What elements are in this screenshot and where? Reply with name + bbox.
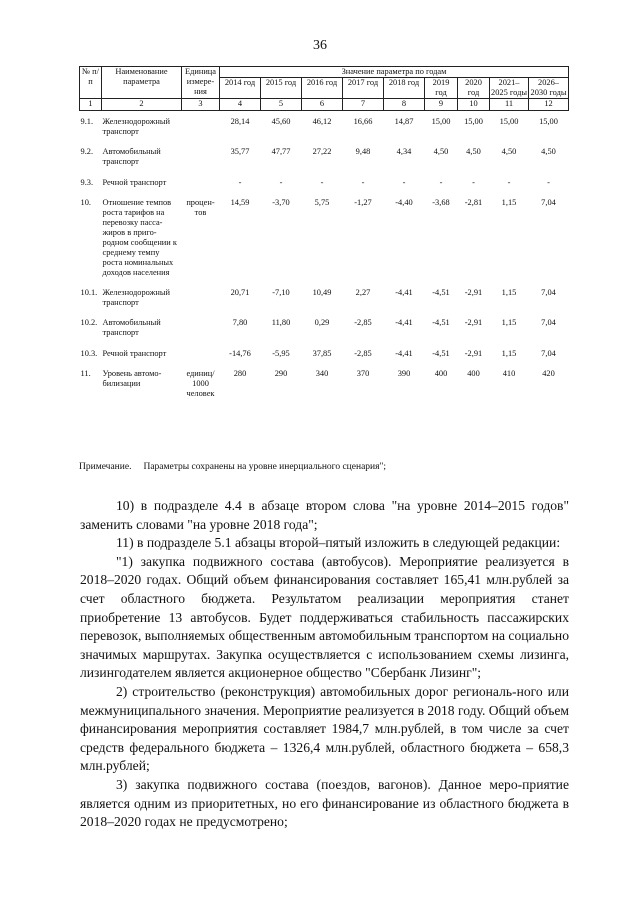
column-number: 4 [220,99,261,111]
body-text [80,497,569,832]
row-value: -4,40 [395,197,413,207]
header-year: 2016 год [302,78,343,99]
row-value: 1,15 [501,318,517,328]
row-unit [182,308,220,338]
header-year: 2021–2025 годы [491,78,527,98]
row-value: -1,27 [354,197,372,207]
row-value: 15,00 [499,117,519,127]
row-value: -2,91 [464,288,483,298]
row-value: 11,80 [271,318,291,328]
row-name: Отношение темпов роста тарифов на перевозку пасса-жиров в приго-родном сообщении к среднему темпу роста номинальных доходов населения [102,197,177,278]
row-value: 7,04 [541,348,556,358]
parameters-table [79,66,569,399]
table-row [80,359,569,399]
row-value: -2,85 [354,348,372,358]
column-number: 2 [102,99,182,111]
row-unit [182,111,220,138]
row-value: 35,77 [230,147,250,157]
paragraph: 11) в подразделе 5.1 абзацы второй–пятый изложить в следующей редакции: [116,535,561,551]
table-row [80,111,569,138]
column-number: 12 [529,99,569,111]
column-number: 3 [182,99,220,111]
row-value: - [472,177,475,187]
row-value: 4,50 [466,147,481,157]
row-unit: единиц/ 1000 человек [186,368,215,398]
row-value: -3,68 [432,197,450,207]
row-value: 20,71 [230,288,250,298]
row-value: -4,51 [432,348,450,358]
row-number: 10.1. [80,288,98,298]
table-row [80,308,569,338]
paragraph: 10) в подразделе 4.4 в абзаце втором слова "на уровне 2014–2015 годов" заменить словами "на уровне 2018 года"; [80,498,569,532]
row-name: Автомобильный транспорт [102,147,161,167]
row-value: 1,15 [501,288,517,298]
row-value: 280 [233,368,247,378]
row-value: 4,34 [396,147,412,157]
row-value: 400 [434,368,448,378]
row-value: - [279,177,283,187]
row-unit [182,137,220,167]
row-name: Уровень автомо-билизации [102,368,162,388]
row-value: 10,49 [312,288,332,298]
row-value: 410 [502,368,516,378]
row-unit: процен-тов [186,197,215,217]
column-number: 5 [261,99,302,111]
row-value: - [238,177,242,187]
row-unit [182,339,220,359]
row-unit [182,278,220,308]
row-name: Железнодорожный транспорт [102,117,171,137]
row-value: -4,41 [395,348,413,358]
row-value: 14,59 [230,197,250,207]
row-value: 14,87 [394,117,414,127]
row-value: - [361,177,365,187]
column-number: 11 [490,99,529,111]
paragraph: 2) строительство (реконструкция) автомобильных дорог региональ-ного или межмуниципального значения. Мероприятие реализуется в 2018 году. Общий объем финансирования мероприятия составляет 1984,7 млн.рублей, в том числе за счет средств федерального бюджета – 1326,4 млн.рублей, областного бюджета – 658,3 млн.рублей; [80,683,569,774]
header-values-group: Значение параметра по годам [220,67,569,78]
row-value: -4,51 [432,318,450,328]
page-number: 36 [313,38,327,53]
row-value: 7,04 [541,197,556,207]
row-value: 5,75 [314,197,330,207]
note-text: Параметры сохранены на уровне инерциального сценария"; [143,462,387,472]
row-value: - [547,177,550,187]
header-name: Наименование параметра [102,67,182,99]
row-value: 15,00 [464,117,483,127]
column-number: 6 [302,99,343,111]
row-value: 15,00 [431,117,451,127]
row-number: 10.3. [80,348,98,358]
column-numbers-row [80,99,569,111]
row-name: Речной транспорт [102,177,167,187]
row-value: 370 [356,368,370,378]
row-value: -2,85 [354,318,372,328]
row-value: -2,81 [464,197,483,207]
paragraph: 3) закупка подвижного состава (поездов, вагонов). Данное меро-приятие является одним из приоритетных, но его финансирование из областного бюджета в 2018–2020 годах не предусмотрено; [80,776,569,830]
row-value: - [402,177,406,187]
column-number: 8 [384,99,425,111]
header-year: 2026–2030 годы [529,78,569,99]
row-value: 9,48 [355,147,371,157]
table-row [80,137,569,167]
row-name: Речной транспорт [102,348,167,358]
row-value: 46,12 [312,117,332,127]
note-label: Примечание. [79,462,132,472]
row-value: 37,85 [312,348,332,358]
row-value: 28,14 [230,117,250,127]
row-value: 47,77 [271,147,291,157]
row-number: 9.3. [80,177,94,187]
table-row [80,339,569,359]
row-value: 15,00 [539,117,558,127]
row-value: -2,91 [464,348,483,358]
row-value: -4,51 [432,288,450,298]
row-value: - [320,177,324,187]
header-year: 2020 год [458,78,490,99]
row-value: 4,50 [541,147,556,157]
row-value: 340 [315,368,329,378]
row-value: 420 [542,368,555,378]
row-number: 11. [80,368,91,378]
table-row [80,278,569,308]
row-value: -4,41 [395,288,413,298]
row-number: 9.2. [80,147,94,157]
row-value: 1,15 [501,197,517,207]
column-number: 9 [425,99,458,111]
row-value: 4,50 [433,147,449,157]
row-name: Железнодорожный транспорт [102,288,171,308]
row-value: 290 [274,368,288,378]
row-number: 10. [80,197,91,207]
row-value: 7,80 [232,318,248,328]
table-header-row [80,67,569,78]
header-year: 2014 год [220,78,261,99]
table-row [80,188,569,279]
header-unit: Единица измере-ния [182,67,220,99]
column-number: 7 [343,99,384,111]
row-value: 0,29 [314,318,330,328]
row-value: 400 [467,368,480,378]
row-number: 10.2. [80,318,98,328]
row-number: 9.1. [80,117,94,127]
row-value: - [439,177,443,187]
column-number: 1 [80,99,102,111]
row-name: Автомобильный транспорт [102,318,161,338]
header-year: 2015 год [261,78,302,99]
row-value: 16,66 [353,117,373,127]
row-value: -14,76 [229,348,251,358]
row-value: -4,41 [395,318,413,328]
row-value: 1,15 [501,348,517,358]
header-year: 2019 год [425,78,458,99]
column-number: 10 [458,99,490,111]
row-value: -3,70 [272,197,290,207]
row-value: 27,22 [312,147,332,157]
header-year: 2017 год [343,78,384,99]
parameters-table-wrap [79,66,568,399]
row-value: 390 [397,368,411,378]
row-value: 7,04 [541,288,556,298]
table-note [79,462,386,472]
row-unit [182,168,220,188]
row-value: 45,60 [271,117,291,127]
row-value: -7,10 [272,288,290,298]
paragraph: "1) закупка подвижного состава (автобусов). Мероприятие реализуется в 2018–2020 годах. Общий объем финансирования составляет 165,41 млн.рублей за счет областного бюджета. Результатом реализации мероприятия станет приобретение 13 автобусов. Будет поддерживаться стабильность пассажирских перевозок, выполняемых общественным автомобильным транспортом на социально значимых маршрутах. Закупка осуществляется с использованием схемы лизинга, лизингодателем является акционерное общество "Сбербанк Лизинг"; [80,553,569,681]
table-body [80,99,569,399]
table-row [80,168,569,188]
row-value: -2,91 [464,318,483,328]
row-value: -5,95 [272,348,290,358]
header-year: 2018 год [384,78,425,99]
row-value: 7,04 [541,318,556,328]
row-value: 4,50 [501,147,517,157]
header-num: № п/п [80,67,102,99]
row-value: 2,27 [355,288,371,298]
row-value: - [507,177,511,187]
